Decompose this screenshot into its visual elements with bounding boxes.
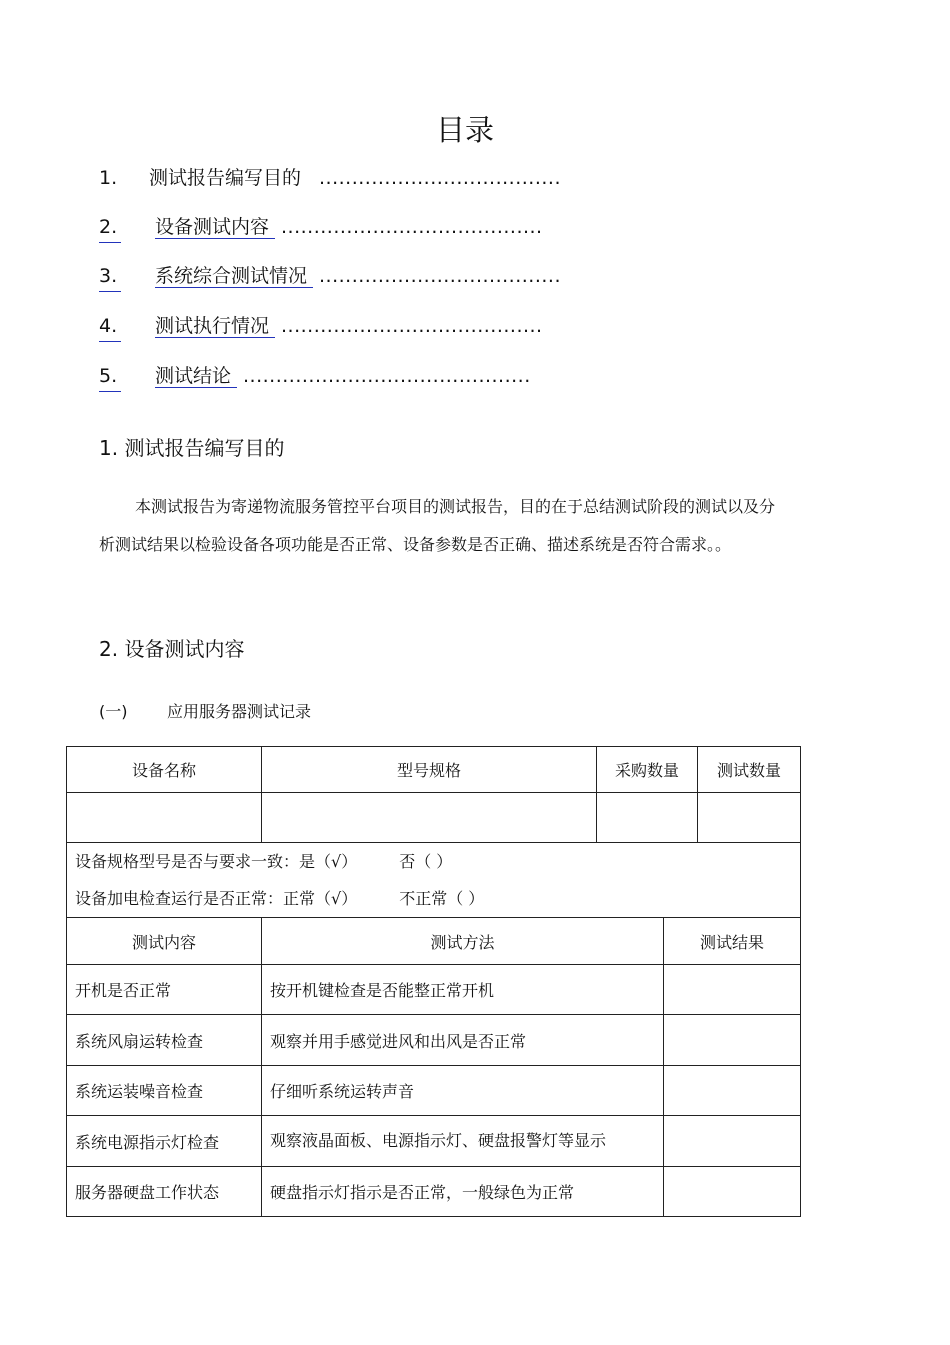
test-method-cell: 观察液晶面板、电源指示灯、硬盘报警灯等显示 (262, 1116, 664, 1167)
table-row (67, 1167, 801, 1217)
table-row (67, 965, 801, 1015)
spec-check-yes: 是（√） (299, 852, 358, 871)
toc-leader-dots: ........................................ (281, 216, 543, 238)
table-row (67, 1116, 801, 1167)
header-test-result: 测试结果 (664, 918, 801, 965)
toc-item-number[interactable]: 5. (99, 361, 121, 392)
section-1-paragraph: 本测试报告为寄递物流服务管控平台项目的测试报告，目的在于总结测试阶段的测试以及分析测试结果以检验设备各项功能是否正常、设备参数是否正确、描述系统是否符合需求。。 (99, 497, 776, 554)
test-result-cell[interactable] (664, 1167, 801, 1217)
test-qty-cell[interactable] (698, 793, 801, 843)
toc-item-label[interactable]: 测试报告编写目的 (149, 167, 302, 189)
header-model-spec: 型号规格 (262, 747, 597, 793)
toc-item-number[interactable]: 4. (99, 311, 121, 342)
toc-item-number[interactable]: 2. (99, 212, 121, 243)
test-content-cell: 系统运装噪音检查 (67, 1066, 262, 1116)
subsection-label: 应用服务器测试记录 (167, 702, 312, 721)
spec-check-line (75, 843, 792, 880)
power-check-label: 设备加电检查运行是否正常： (75, 889, 284, 908)
test-result-cell[interactable] (664, 1015, 801, 1066)
spec-check-label: 设备规格型号是否与要求一致： (75, 852, 300, 871)
toc-item-5[interactable] (99, 361, 531, 391)
device-name-cell[interactable] (67, 793, 262, 843)
check-row (67, 843, 801, 918)
header-test-method: 测试方法 (262, 918, 664, 965)
test-result-cell[interactable] (664, 1116, 801, 1167)
toc-item-link[interactable]: 系统综合测试情况 (155, 265, 313, 288)
toc-item-4[interactable] (99, 311, 543, 341)
toc-item-link[interactable]: 测试执行情况 (155, 315, 275, 338)
subsection-number: (一) (99, 702, 128, 721)
toc-leader-dots: ..................................... (319, 265, 561, 287)
spec-check-no: 否（ ） (399, 852, 453, 871)
header-test-qty: 测试数量 (698, 747, 801, 793)
test-method-cell: 观察并用手感觉进风和出风是否正常 (262, 1015, 664, 1066)
test-result-cell[interactable] (664, 965, 801, 1015)
test-result-cell[interactable] (664, 1066, 801, 1116)
subsection-title (99, 699, 311, 722)
server-test-table (66, 746, 801, 1217)
toc-item-link[interactable]: 设备测试内容 (155, 216, 275, 239)
test-content-cell: 系统电源指示灯检查 (67, 1116, 262, 1167)
test-content-cell: 开机是否正常 (67, 965, 262, 1015)
toc-leader-dots: ........................................ (281, 315, 543, 337)
check-cell (67, 843, 801, 918)
power-check-line (75, 880, 792, 917)
toc-leader-dots: ..................................... (319, 167, 561, 189)
header-purchase-qty: 采购数量 (597, 747, 698, 793)
toc-item-3[interactable] (99, 261, 561, 291)
test-method-cell: 按开机键检查是否能整正常开机 (262, 965, 664, 1015)
header-test-content: 测试内容 (67, 918, 262, 965)
table-header-row (67, 747, 801, 793)
toc-title: 目录 (435, 113, 494, 147)
test-method-cell: 硬盘指示灯指示是否正常，一般绿色为正常 (262, 1167, 664, 1217)
toc-item-number[interactable]: 3. (99, 261, 121, 292)
model-spec-cell[interactable] (262, 793, 597, 843)
table-row (67, 793, 801, 843)
section-2-heading: 2. 设备测试内容 (99, 637, 245, 661)
toc-item-number: 1. (99, 167, 118, 189)
purchase-qty-cell[interactable] (597, 793, 698, 843)
header-device-name: 设备名称 (67, 747, 262, 793)
table-row (67, 1015, 801, 1066)
toc-leader-dots: ............................................ (243, 365, 531, 387)
test-method-cell: 仔细听系统运转声音 (262, 1066, 664, 1116)
toc-item-link[interactable]: 测试结论 (155, 365, 237, 388)
section-1-heading: 1. 测试报告编写目的 (99, 436, 285, 460)
power-check-yes: 正常（√） (283, 889, 358, 908)
toc-item-2[interactable] (99, 212, 543, 242)
toc-item-1[interactable] (99, 163, 561, 193)
test-content-cell: 系统风扇运转检查 (67, 1015, 262, 1066)
power-check-no: 不正常（ ） (399, 889, 485, 908)
table-row (67, 1066, 801, 1116)
test-header-row (67, 918, 801, 965)
test-content-cell: 服务器硬盘工作状态 (67, 1167, 262, 1217)
